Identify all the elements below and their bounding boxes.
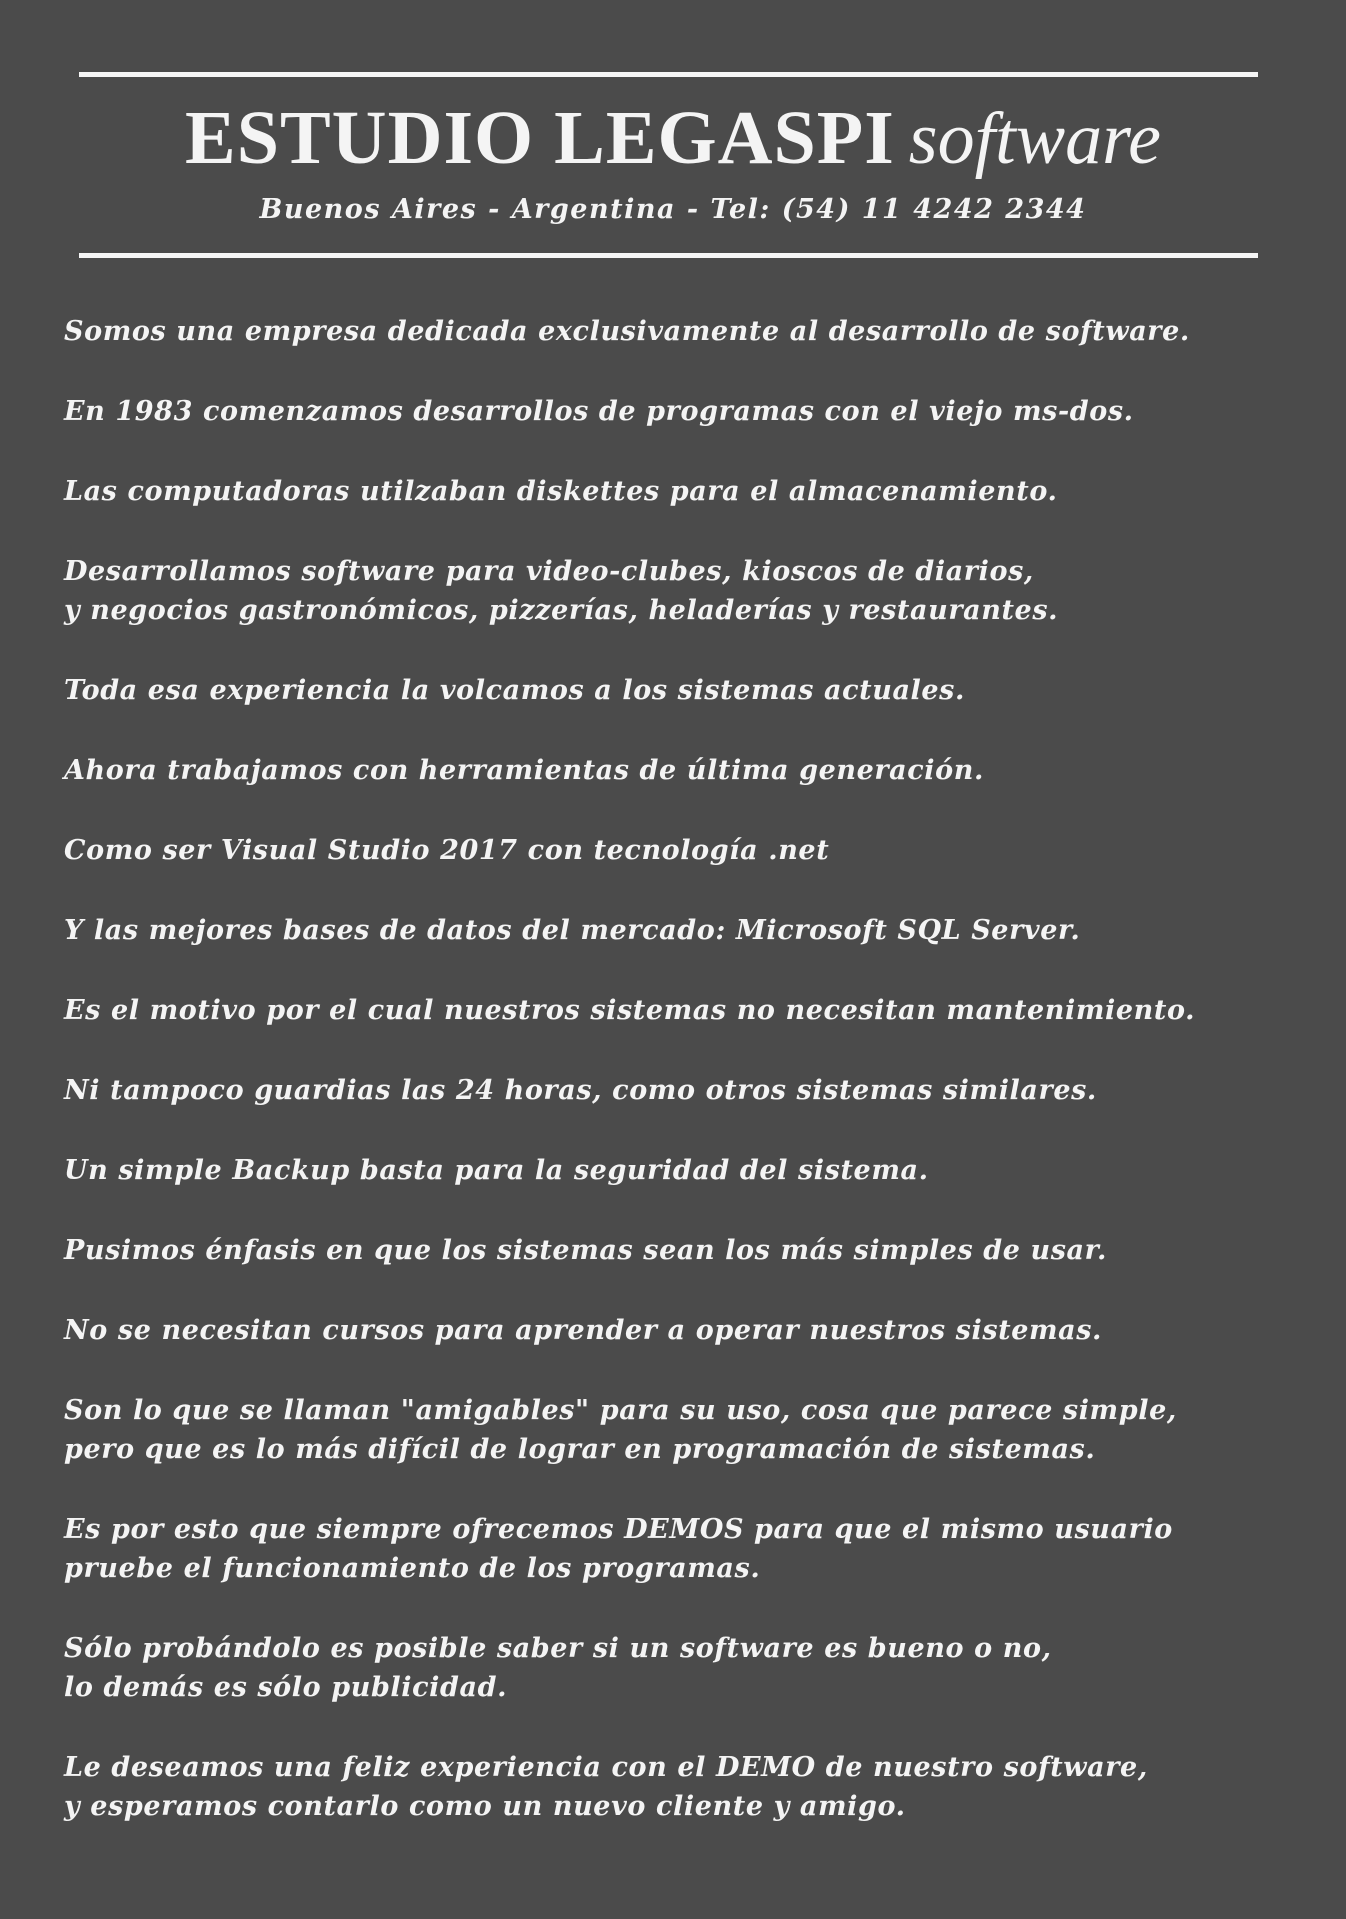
paragraph-line: Como ser Visual Studio 2017 con tecnología .net bbox=[64, 835, 830, 866]
paragraph-line: Pusimos énfasis en que los sistemas sean los más simples de usar. bbox=[64, 1235, 1107, 1266]
page-header bbox=[0, 96, 1346, 225]
paragraph-line: Ahora trabajamos con herramientas de última generación. bbox=[64, 755, 985, 786]
paragraph bbox=[64, 392, 1334, 431]
paragraph bbox=[64, 671, 1334, 710]
paragraph-line: Ni tampoco guardias las 24 horas, como otros sistemas similares. bbox=[64, 1075, 1097, 1106]
paragraph bbox=[64, 911, 1334, 950]
page-title bbox=[0, 96, 1346, 180]
body-text bbox=[64, 312, 1334, 1867]
paragraph-line: Un simple Backup basta para la seguridad del sistema. bbox=[64, 1155, 929, 1186]
paragraph bbox=[64, 991, 1334, 1030]
paragraph-line: Le deseamos una feliz experiencia con el DEMO de nuestro software, bbox=[64, 1752, 1148, 1783]
paragraph-line: y esperamos contarlo como un nuevo cliente y amigo. bbox=[64, 1791, 906, 1822]
paragraph bbox=[64, 552, 1334, 630]
paragraph bbox=[64, 1071, 1334, 1110]
paragraph-line: Es el motivo por el cual nuestros sistemas no necesitan mantenimiento. bbox=[64, 995, 1196, 1026]
paragraph bbox=[64, 312, 1334, 351]
paragraph-line: pruebe el funcionamiento de los programas. bbox=[64, 1553, 761, 1584]
paragraph-line: Son lo que se llaman "amigables" para su uso, cosa que parece simple, bbox=[64, 1395, 1177, 1426]
paragraph-line: Las computadoras utilzaban diskettes para el almacenamiento. bbox=[64, 476, 1058, 507]
company-tagline: software bbox=[908, 98, 1161, 180]
paragraph-line: y negocios gastronómicos, pizzerías, heladerías y restaurantes. bbox=[64, 595, 1059, 626]
paragraph-line: Toda esa experiencia la volcamos a los sistemas actuales. bbox=[64, 675, 965, 706]
paragraph bbox=[64, 1391, 1334, 1469]
paragraph-line: Desarrollamos software para video-clubes, kioscos de diarios, bbox=[64, 556, 1034, 587]
paragraph bbox=[64, 751, 1334, 790]
paragraph bbox=[64, 1629, 1334, 1707]
paragraph bbox=[64, 1510, 1334, 1588]
paragraph-line: Sólo probándolo es posible saber si un software es bueno o no, bbox=[64, 1633, 1052, 1664]
paragraph-line: Somos una empresa dedicada exclusivamente al desarrollo de software. bbox=[64, 316, 1190, 347]
paragraph bbox=[64, 1311, 1334, 1350]
paragraph-line: No se necesitan cursos para aprender a operar nuestros sistemas. bbox=[64, 1315, 1103, 1346]
paragraph-line: lo demás es sólo publicidad. bbox=[64, 1672, 508, 1703]
paragraph bbox=[64, 831, 1334, 870]
bottom-divider bbox=[79, 253, 1258, 258]
contact-line: Buenos Aires - Argentina - Tel: (54) 11 4242 2344 bbox=[259, 194, 1087, 225]
paragraph-line: pero que es lo más difícil de lograr en programación de sistemas. bbox=[64, 1434, 1096, 1465]
paragraph-line: Es por esto que siempre ofrecemos DEMOS para que el mismo usuario bbox=[64, 1514, 1173, 1545]
paragraph bbox=[64, 1151, 1334, 1190]
paragraph-line: En 1983 comenzamos desarrollos de programas con el viejo ms-dos. bbox=[64, 396, 1134, 427]
company-name: ESTUDIO LEGASPI bbox=[185, 96, 895, 180]
paragraph bbox=[64, 472, 1334, 511]
paragraph-line: Y las mejores bases de datos del mercado: Microsoft SQL Server. bbox=[64, 915, 1081, 946]
paragraph bbox=[64, 1231, 1334, 1270]
top-divider bbox=[79, 72, 1258, 77]
paragraph bbox=[64, 1748, 1334, 1826]
